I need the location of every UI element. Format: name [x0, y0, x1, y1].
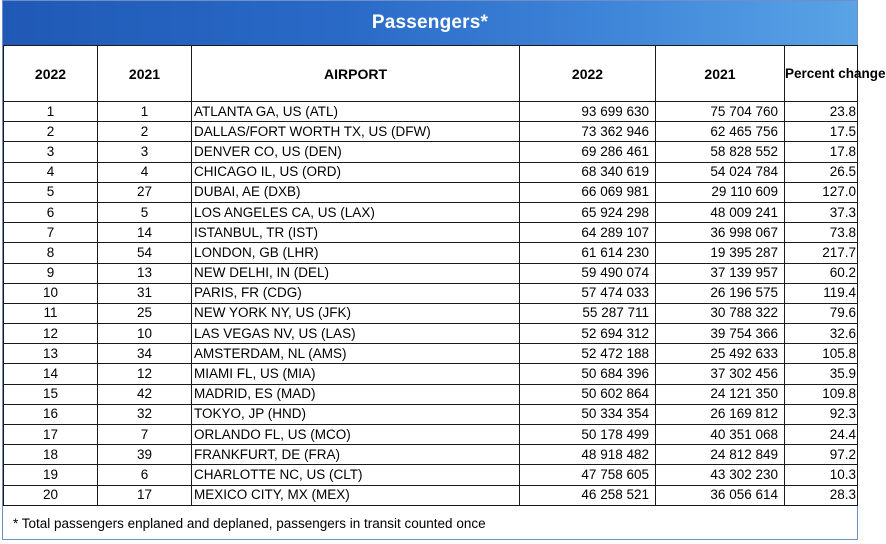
passengers-2022-cell: 47 758 605 [520, 465, 656, 485]
airport-cell: MEXICO CITY, MX (MEX) [192, 485, 520, 505]
header-passengers-2021: 2021 [656, 46, 785, 102]
table-row [4, 202, 858, 222]
table-row [4, 344, 858, 364]
passengers-2021-cell: 75 704 760 [656, 102, 785, 122]
rank-2021-cell: 2 [98, 122, 192, 142]
passengers-2022-cell: 64 289 107 [520, 223, 656, 243]
percent-change-cell: 109.8 [785, 384, 858, 404]
footnote: * Total passengers enplaned and deplaned, passengers in transit counted once [13, 516, 486, 531]
percent-change-cell: 26.5 [785, 162, 858, 182]
rank-2021-cell: 12 [98, 364, 192, 384]
header-rank-2022: 2022 [4, 46, 98, 102]
table-row [4, 142, 858, 162]
airport-cell: PARIS, FR (CDG) [192, 283, 520, 303]
table-row [4, 283, 858, 303]
rank-2021-cell: 31 [98, 283, 192, 303]
passengers-2022-cell: 68 340 619 [520, 162, 656, 182]
airport-cell: LONDON, GB (LHR) [192, 243, 520, 263]
passengers-2022-cell: 50 602 864 [520, 384, 656, 404]
passengers-2021-cell: 29 110 609 [656, 182, 785, 202]
rank-2022-cell: 12 [4, 324, 98, 344]
airport-cell: TOKYO, JP (HND) [192, 404, 520, 424]
passengers-2022-cell: 93 699 630 [520, 102, 656, 122]
passengers-2021-cell: 25 492 633 [656, 344, 785, 364]
rank-2022-cell: 14 [4, 364, 98, 384]
table-row [4, 465, 858, 485]
table-title-banner [3, 1, 857, 45]
table-row [4, 102, 858, 122]
table-row [4, 223, 858, 243]
table-row [4, 364, 858, 384]
passengers-2021-cell: 26 196 575 [656, 283, 785, 303]
passengers-2021-cell: 37 302 456 [656, 364, 785, 384]
percent-change-cell: 35.9 [785, 364, 858, 384]
airport-cell: FRANKFURT, DE (FRA) [192, 445, 520, 465]
passengers-table [3, 45, 886, 506]
table-row [4, 243, 858, 263]
passengers-2021-cell: 36 998 067 [656, 223, 785, 243]
table-row [4, 122, 858, 142]
passengers-2021-cell: 58 828 552 [656, 142, 785, 162]
passengers-2022-cell: 55 287 711 [520, 303, 656, 323]
percent-change-cell: 79.6 [785, 303, 858, 323]
passengers-2021-cell: 54 024 784 [656, 162, 785, 182]
rank-2022-cell: 2 [4, 122, 98, 142]
percent-change-cell: 217.7 [785, 243, 858, 263]
rank-2022-cell: 3 [4, 142, 98, 162]
rank-2021-cell: 3 [98, 142, 192, 162]
passengers-2022-cell: 65 924 298 [520, 202, 656, 222]
rank-2022-cell: 4 [4, 162, 98, 182]
passengers-2022-cell: 57 474 033 [520, 283, 656, 303]
percent-change-cell: 10.3 [785, 465, 858, 485]
passengers-2021-cell: 36 056 614 [656, 485, 785, 505]
passengers-2022-cell: 66 069 981 [520, 182, 656, 202]
rank-2022-cell: 11 [4, 303, 98, 323]
airport-cell: CHICAGO IL, US (ORD) [192, 162, 520, 182]
passengers-2021-cell: 39 754 366 [656, 324, 785, 344]
header-percent-change: Percent change [785, 46, 858, 102]
rank-2022-cell: 1 [4, 102, 98, 122]
rank-2022-cell: 13 [4, 344, 98, 364]
airport-cell: NEW YORK NY, US (JFK) [192, 303, 520, 323]
passengers-2022-cell: 73 362 946 [520, 122, 656, 142]
airport-cell: AMSTERDAM, NL (AMS) [192, 344, 520, 364]
passengers-2021-cell: 40 351 068 [656, 425, 785, 445]
passengers-2021-cell: 43 302 230 [656, 465, 785, 485]
percent-change-cell: 60.2 [785, 263, 858, 283]
rank-2021-cell: 13 [98, 263, 192, 283]
passengers-2022-cell: 50 178 499 [520, 425, 656, 445]
airport-cell: LOS ANGELES CA, US (LAX) [192, 202, 520, 222]
percent-change-cell: 97.2 [785, 445, 858, 465]
percent-change-cell: 92.3 [785, 404, 858, 424]
rank-2022-cell: 9 [4, 263, 98, 283]
rank-2021-cell: 14 [98, 223, 192, 243]
rank-2021-cell: 5 [98, 202, 192, 222]
airport-cell: ISTANBUL, TR (IST) [192, 223, 520, 243]
rank-2022-cell: 18 [4, 445, 98, 465]
percent-change-cell: 119.4 [785, 283, 858, 303]
passengers-2022-cell: 52 694 312 [520, 324, 656, 344]
passengers-2021-cell: 24 812 849 [656, 445, 785, 465]
table-title: Passengers* [371, 12, 489, 33]
rank-2022-cell: 5 [4, 182, 98, 202]
rank-2021-cell: 6 [98, 465, 192, 485]
rank-2022-cell: 19 [4, 465, 98, 485]
table-row [4, 182, 858, 202]
airport-cell: CHARLOTTE NC, US (CLT) [192, 465, 520, 485]
passengers-2021-cell: 24 121 350 [656, 384, 785, 404]
table-row [4, 425, 858, 445]
rank-2022-cell: 20 [4, 485, 98, 505]
passengers-2022-cell: 50 684 396 [520, 364, 656, 384]
rank-2021-cell: 7 [98, 425, 192, 445]
passengers-2022-cell: 52 472 188 [520, 344, 656, 364]
table-row [4, 404, 858, 424]
passengers-2021-cell: 37 139 957 [656, 263, 785, 283]
passengers-2021-cell: 62 465 756 [656, 122, 785, 142]
header-passengers-2022: 2022 [520, 46, 656, 102]
airport-cell: ORLANDO FL, US (MCO) [192, 425, 520, 445]
rank-2022-cell: 8 [4, 243, 98, 263]
rank-2022-cell: 16 [4, 404, 98, 424]
table-row [4, 384, 858, 404]
passengers-2022-cell: 69 286 461 [520, 142, 656, 162]
percent-change-cell: 73.8 [785, 223, 858, 243]
rank-2021-cell: 4 [98, 162, 192, 182]
percent-change-cell: 37.3 [785, 202, 858, 222]
passengers-2022-cell: 46 258 521 [520, 485, 656, 505]
airport-cell: NEW DELHI, IN (DEL) [192, 263, 520, 283]
airport-cell: DALLAS/FORT WORTH TX, US (DFW) [192, 122, 520, 142]
percent-change-cell: 23.8 [785, 102, 858, 122]
table-header-row [4, 46, 858, 102]
header-rank-2021: 2021 [98, 46, 192, 102]
header-airport: AIRPORT [192, 46, 520, 102]
percent-change-cell: 32.6 [785, 324, 858, 344]
percent-change-cell: 105.8 [785, 344, 858, 364]
airport-cell: MADRID, ES (MAD) [192, 384, 520, 404]
table-row [4, 485, 858, 505]
passengers-2021-cell: 48 009 241 [656, 202, 785, 222]
table-row [4, 303, 858, 323]
percent-change-cell: 24.4 [785, 425, 858, 445]
rank-2021-cell: 27 [98, 182, 192, 202]
percent-change-cell: 127.0 [785, 182, 858, 202]
passengers-2022-cell: 48 918 482 [520, 445, 656, 465]
airport-cell: ATLANTA GA, US (ATL) [192, 102, 520, 122]
table-row [4, 324, 858, 344]
rank-2022-cell: 6 [4, 202, 98, 222]
passengers-2021-cell: 19 395 287 [656, 243, 785, 263]
table-row [4, 445, 858, 465]
passengers-table-panel [2, 0, 886, 540]
percent-change-cell: 17.5 [785, 122, 858, 142]
airport-cell: LAS VEGAS NV, US (LAS) [192, 324, 520, 344]
table-row [4, 162, 858, 182]
rank-2021-cell: 1 [98, 102, 192, 122]
airport-cell: DENVER CO, US (DEN) [192, 142, 520, 162]
airport-cell: MIAMI FL, US (MIA) [192, 364, 520, 384]
rank-2021-cell: 34 [98, 344, 192, 364]
rank-2022-cell: 10 [4, 283, 98, 303]
rank-2021-cell: 25 [98, 303, 192, 323]
rank-2022-cell: 17 [4, 425, 98, 445]
passengers-2021-cell: 30 788 322 [656, 303, 785, 323]
rank-2021-cell: 17 [98, 485, 192, 505]
table-row [4, 263, 858, 283]
percent-change-cell: 28.3 [785, 485, 858, 505]
passengers-2021-cell: 26 169 812 [656, 404, 785, 424]
passengers-2022-cell: 50 334 354 [520, 404, 656, 424]
rank-2022-cell: 15 [4, 384, 98, 404]
passengers-2022-cell: 59 490 074 [520, 263, 656, 283]
percent-change-cell: 17.8 [785, 142, 858, 162]
rank-2021-cell: 54 [98, 243, 192, 263]
rank-2021-cell: 42 [98, 384, 192, 404]
passengers-2022-cell: 61 614 230 [520, 243, 656, 263]
rank-2021-cell: 10 [98, 324, 192, 344]
airport-cell: DUBAI, AE (DXB) [192, 182, 520, 202]
rank-2021-cell: 32 [98, 404, 192, 424]
rank-2021-cell: 39 [98, 445, 192, 465]
rank-2022-cell: 7 [4, 223, 98, 243]
